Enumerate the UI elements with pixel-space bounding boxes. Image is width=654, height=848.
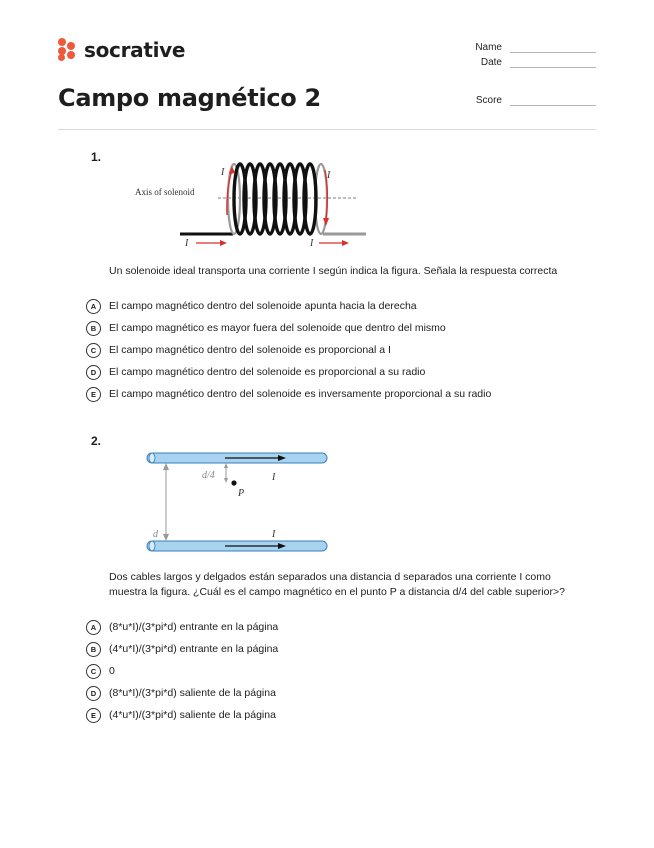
option-letter-badge: A <box>86 299 101 314</box>
option-text: El campo magnético dentro del solenoide es inversamente proporcional a su radio <box>109 388 492 400</box>
current-label-top-wire: I <box>272 472 276 483</box>
score-line[interactable] <box>510 96 596 106</box>
axis-of-solenoid-label: Axis of solenoid <box>135 187 195 197</box>
current-label-left-loop: I <box>221 167 225 178</box>
option-letter-badge: B <box>86 642 101 657</box>
point-p-label: P <box>238 488 245 499</box>
date-label: Date <box>480 57 502 68</box>
option-text: El campo magnético es mayor fuera del solenoide que dentro del mismo <box>109 322 446 334</box>
option-text: El campo magnético dentro del solenoide es proporcional a su radio <box>109 366 426 378</box>
option-letter-badge: E <box>86 708 101 723</box>
question-1-option-a[interactable] <box>86 295 491 317</box>
option-letter-badge: D <box>86 365 101 380</box>
option-letter-badge: A <box>86 620 101 635</box>
date-line[interactable] <box>510 58 596 68</box>
question-1-option-d[interactable] <box>86 361 491 383</box>
question-1-options <box>86 295 491 405</box>
option-letter-badge: C <box>86 664 101 679</box>
option-letter-badge: D <box>86 686 101 701</box>
name-line[interactable] <box>510 43 596 53</box>
score-field[interactable] <box>476 95 596 106</box>
socrative-logo-icon <box>58 38 78 62</box>
option-text: 0 <box>109 665 115 677</box>
quarter-distance-label: d/4 <box>202 470 215 481</box>
current-label-output-wire: I <box>310 238 314 249</box>
distance-d-label: d <box>153 529 158 540</box>
question-2-options <box>86 616 278 726</box>
header-divider <box>58 129 596 130</box>
current-label-input-wire: I <box>185 238 189 249</box>
question-2-option-b[interactable] <box>86 638 278 660</box>
question-2-option-e[interactable] <box>86 704 278 726</box>
question-2-number: 2. <box>91 434 102 448</box>
name-field[interactable] <box>475 42 596 53</box>
current-label-right-loop: I <box>327 170 331 181</box>
question-2-stem: Dos cables largos y delgados están separados una distancia d separados una corriente I como muestra la figura. ¿Cuál es el campo magnético en el punto P a distancia d/4 del cable superior>? <box>109 571 565 598</box>
question-1-option-c[interactable] <box>86 339 491 361</box>
socrative-logo <box>58 38 185 62</box>
option-text: (8*u*I)/(3*pi*d) entrante en la página <box>109 621 279 633</box>
question-1-number: 1. <box>91 150 102 164</box>
option-letter-badge: B <box>86 321 101 336</box>
question-1-option-e[interactable] <box>86 383 491 405</box>
current-label-bottom-wire: I <box>272 529 276 540</box>
score-label: Score <box>475 95 502 106</box>
option-text: (4*u*I)/(3*pi*d) saliente de la página <box>109 709 276 721</box>
option-text: El campo magnético dentro del solenoide apunta hacia la derecha <box>109 300 417 312</box>
question-2-option-d[interactable] <box>86 682 278 704</box>
option-text: (4*u*I)/(3*pi*d) entrante en la página <box>109 643 279 655</box>
option-letter-badge: E <box>86 387 101 402</box>
question-2-option-c[interactable] <box>86 660 278 682</box>
page-title: Campo magnético 2 <box>58 84 321 112</box>
brand-name: socrative <box>84 38 186 62</box>
question-1-option-b[interactable] <box>86 317 491 339</box>
option-text: El campo magnético dentro del solenoide es proporcional a I <box>109 344 391 356</box>
solenoid-figure <box>128 155 378 250</box>
parallel-wires-figure <box>140 448 340 558</box>
name-label: Name <box>475 42 502 53</box>
question-1-stem: Un solenoide ideal transporta una corriente I según indica la figura. Señala la respuesta correcta <box>109 265 558 277</box>
option-letter-badge: C <box>86 343 101 358</box>
date-field[interactable] <box>481 57 596 68</box>
option-text: (8*u*I)/(3*pi*d) saliente de la página <box>109 687 276 699</box>
question-2-option-a[interactable] <box>86 616 278 638</box>
